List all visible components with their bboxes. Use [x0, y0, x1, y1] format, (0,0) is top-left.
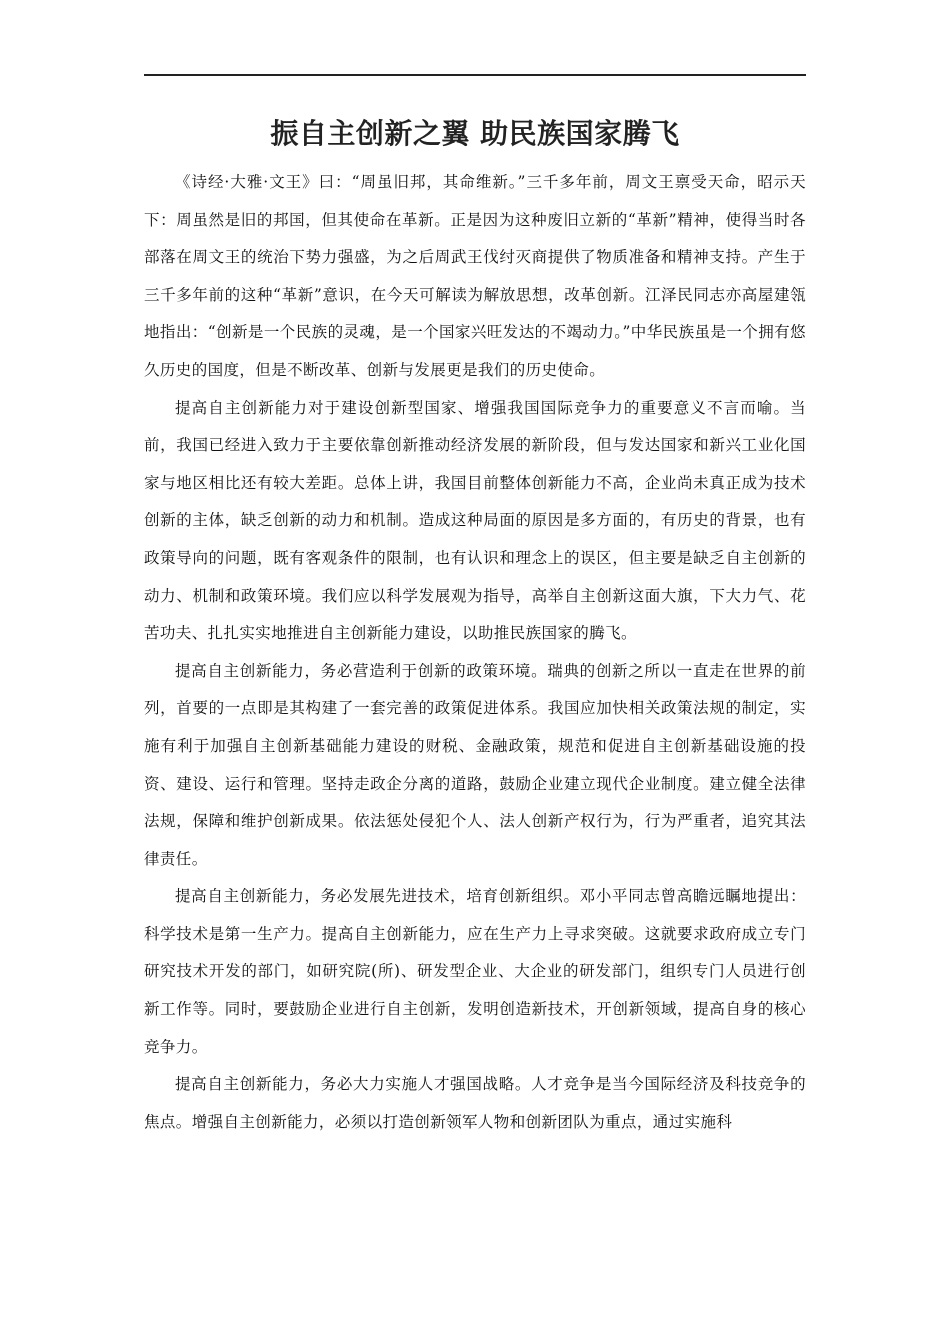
paragraph-3: 提高自主创新能力，务必营造利于创新的政策环境。瑞典的创新之所以一直走在世界的前列，首要的一点即是其构建了一套完善的政策促进体系。我国应加快相关政策法规的制定，实施有利于加强自主创新基础能力建设的财税、金融政策，规范和促进自主创新基础设施的投资、建设、运行和管理。坚持走政企分离的道路，鼓励企业建立现代企业制度。建立健全法律法规，保障和维护创新成果。依法惩处侵犯个人、法人创新产权行为，行为严重者，追究其法律责任。 [144, 661, 806, 868]
paragraph-1: 《诗经·大雅·文王》曰：“周虽旧邦，其命维新。”三千多年前，周文王禀受天命，昭示天下：周虽然是旧的邦国，但其使命在革新。正是因为这种废旧立新的“革新”精神，使得当时各部落在周文王的统治下势力强盛，为之后周武王伐纣灭商提供了物质准备和精神支持。产生于三千多年前的这种“革新”意识，在今天可解读为解放思想，改革创新。江泽民同志亦高屋建瓴地指出：“创新是一个民族的灵魂，是一个国家兴旺发达的不竭动力。”中华民族虽是一个拥有悠久历史的国度，但是不断改革、创新与发展更是我们的历史使命。 [144, 173, 806, 379]
document-title: 振自主创新之翼 助民族国家腾飞 [270, 117, 680, 150]
paragraph-2: 提高自主创新能力对于建设创新型国家、增强我国国际竞争力的重要意义不言而喻。当前，我国已经进入致力于主要依靠创新推动经济发展的新阶段，但与发达国家和新兴工业化国家与地区相比还有较大差距。总体上讲，我国目前整体创新能力不高，企业尚未真正成为技术创新的主体，缺乏创新的动力和机制。造成这种局面的原因是多方面的，有历史的背景，也有政策导向的问题，既有客观条件的限制，也有认识和理念上的误区，但主要是缺乏自主创新的动力、机制和政策环境。我们应以科学发展观为指导，高举自主创新这面大旗，下大力气、花苦功夫、扎扎实实地推进自主创新能力建设，以助推民族国家的腾飞。 [144, 398, 806, 643]
paragraph-5: 提高自主创新能力，务必大力实施人才强国战略。人才竞争是当今国际经济及科技竞争的焦点。增强自主创新能力，必须以打造创新领军人物和创新团队为重点，通过实施科 [144, 1075, 806, 1131]
header-rule [144, 74, 806, 76]
paragraph-4: 提高自主创新能力，务必发展先进技术，培育创新组织。邓小平同志曾高瞻远瞩地提出：科学技术是第一生产力。提高自主创新能力，应在生产力上寻求突破。这就要求政府成立专门研究技术开发的部门，如研究院(所)、研发型企业、大企业的研发部门，组织专门人员进行创新工作等。同时，要鼓励企业进行自主创新，发明创造新技术，开创新领域，提高自身的核心竞争力。 [144, 887, 806, 1056]
document-body [144, 164, 806, 1141]
